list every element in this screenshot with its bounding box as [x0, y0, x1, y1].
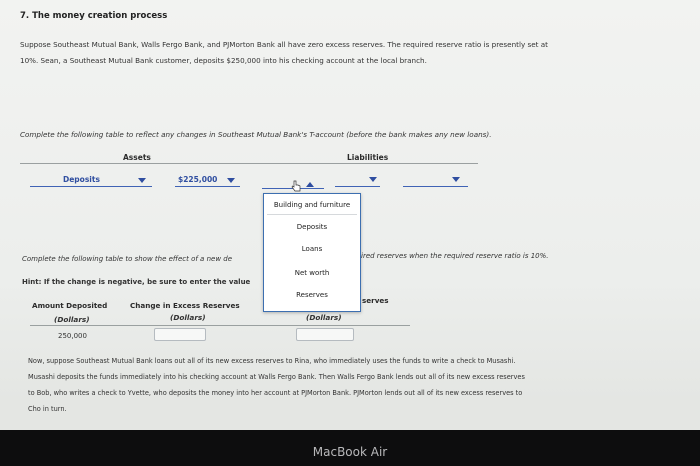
change-excess-reserves-input[interactable] — [154, 328, 206, 341]
chevron-down-icon — [227, 178, 235, 183]
chevron-up-icon — [306, 182, 314, 187]
change-excess-reserves-unit: (Dollars) — [170, 313, 206, 322]
assets-amount-dropdown-value: $225,000 — [178, 175, 218, 184]
amount-deposited-header: Amount Deposited — [32, 301, 108, 310]
chevron-down-icon — [138, 178, 146, 183]
part2-instruction: Complete the following table to show the effect of a new de — [22, 255, 233, 263]
question-title: 7. The money creation process — [20, 11, 168, 21]
change-excess-reserves-header: Change in Excess Reserves — [130, 301, 240, 310]
assets-account-underline — [30, 186, 152, 187]
option-separator — [267, 214, 357, 215]
assets-amount-dropdown[interactable] — [175, 174, 240, 186]
hint-text-continued: serves — [362, 296, 389, 305]
part3-text-line-1: Now, suppose Southeast Mutual Bank loans out all of its new excess reserves to Rina, who immediately uses the funds to write a check to Musashi. — [28, 357, 516, 365]
assets-account-dropdown-value: Deposits — [63, 175, 100, 184]
liabilities-amount-underline — [335, 186, 380, 187]
part3-text-line-2: Musashi deposits the funds immediately into his checking account at Walls Fergo Bank. Then Walls Fergo Bank lends out all of its new excess reserves — [28, 373, 525, 381]
hint-text: Hint: If the change is negative, be sure to enter the value — [22, 278, 251, 286]
option-deposits[interactable]: Deposits — [296, 223, 328, 231]
t-account-top-rule — [20, 163, 478, 164]
chevron-down-icon — [452, 177, 460, 182]
account-options-dropdown — [263, 193, 361, 312]
question-text-line-1: Suppose Southeast Mutual Bank, Walls Fergo Bank, and PJMorton Bank all have zero excess reserves. The required reserve ratio is presently set at — [20, 40, 548, 49]
chevron-down-icon — [369, 177, 377, 182]
option-reserves[interactable]: Reserves — [296, 291, 328, 299]
part2-table-rule — [30, 325, 410, 326]
part3-text-line-3: to Bob, who writes a check to Yvette, who deposits the money into her account at PJMorton Bank. PJMorton lends out all of its new excess reserves to — [28, 389, 523, 397]
assets-amount-underline — [175, 186, 240, 187]
amount-deposited-value: 250,000 — [58, 332, 87, 340]
hand-cursor-icon — [291, 180, 301, 192]
liabilities-extra-dropdown[interactable] — [403, 174, 468, 186]
t-account-instruction: Complete the following table to reflect any changes in Southeast Mutual Bank's T-account (before the bank makes any new loans). — [20, 130, 492, 139]
third-column-input[interactable] — [296, 328, 354, 341]
question-text-line-2: 10%. Sean, a Southeast Mutual Bank customer, deposits $250,000 into his checking account at the local branch. — [20, 56, 427, 65]
device-brand-label: MacBook Air — [312, 445, 388, 459]
amount-deposited-unit: (Dollars) — [54, 315, 90, 324]
liabilities-extra-underline — [403, 186, 468, 187]
option-net-worth[interactable]: Net worth — [294, 269, 330, 277]
third-column-unit: (Dollars) — [306, 313, 342, 322]
part3-text-line-4: Cho in turn. — [28, 405, 67, 413]
assets-header: Assets — [123, 153, 151, 162]
option-loans[interactable]: Loans — [301, 245, 323, 253]
option-building-and-furniture[interactable]: Building and furniture — [273, 201, 351, 209]
liabilities-header: Liabilities — [347, 153, 389, 162]
part2-instruction-continued: ired reserves when the required reserve ratio is 10%. — [361, 252, 549, 260]
assets-account-dropdown[interactable] — [30, 174, 152, 186]
liabilities-amount-dropdown[interactable] — [335, 174, 380, 186]
